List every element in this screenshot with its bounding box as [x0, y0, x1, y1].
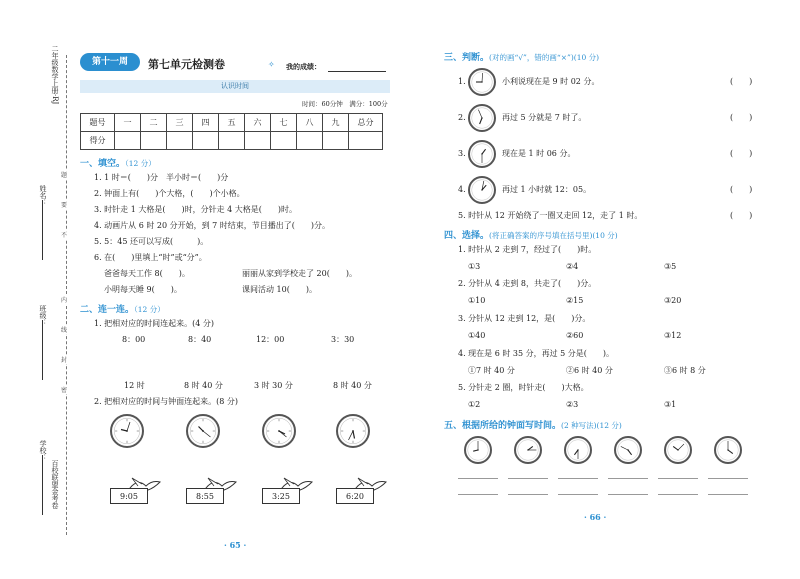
q1-6b: 丽丽从家到学校走了 20( )。 [242, 269, 357, 278]
school-line[interactable] [42, 455, 43, 515]
choice-option[interactable]: ③1 [664, 400, 677, 409]
table-cell: 二 [141, 114, 167, 132]
class-line[interactable] [42, 320, 43, 380]
table-cell: 八 [297, 114, 323, 132]
table-row [81, 132, 383, 150]
clock-icon [468, 104, 496, 132]
week-badge: 第十一周 [80, 53, 140, 71]
choice-question: 3. 分针从 12 走到 12，是( )分。 [458, 314, 591, 323]
time-info: 时间：60分钟 满分：100分 [302, 100, 388, 108]
star-icon: ✧ [268, 60, 275, 69]
clock-icon [468, 68, 496, 96]
table-cell: 七 [271, 114, 297, 132]
score-cell[interactable] [349, 132, 383, 150]
table-cell: 得分 [81, 132, 115, 150]
choice-option[interactable]: ①7 时 40 分 [468, 366, 515, 375]
choice-option[interactable]: ①10 [468, 296, 486, 305]
sidebar-top-text: 二年级数学上册·RJ [51, 45, 59, 105]
score-cell[interactable] [245, 132, 271, 150]
score-cell[interactable] [323, 132, 349, 150]
clock-icon [110, 414, 144, 448]
judge-text: 现在是 1 时 06 分。 [502, 149, 576, 158]
section-4-title: 四、选择。(将正确答案的序号填在括号里)(10 分) [444, 231, 618, 241]
table-row [81, 114, 383, 132]
clock-icon [714, 436, 742, 464]
time-top: 8：40 [188, 335, 212, 344]
envelope-card: 3:25 [262, 488, 300, 504]
choice-option[interactable]: ①40 [468, 331, 486, 340]
time-bottom: 8 时 40 分 [333, 381, 372, 390]
time-bottom: 8 时 40 分 [184, 381, 223, 390]
table-cell: 题号 [81, 114, 115, 132]
answer-line[interactable] [658, 478, 698, 479]
name-line[interactable] [42, 200, 43, 260]
binding-sidebar [28, 45, 78, 530]
time-bottom: 3 时 30 分 [254, 381, 293, 390]
cut-char: 不 [61, 232, 68, 239]
choice-question: 5. 分针走 2 圈，时针走( )大格。 [458, 383, 589, 392]
class-label: 班级： [39, 305, 47, 326]
q1-6c: 小明每天睡 9( )。 [104, 285, 182, 294]
time-top: 8：00 [122, 335, 146, 344]
clock-icon [262, 414, 296, 448]
table-cell: 总分 [349, 114, 383, 132]
section-1-title: 一、填空。（12 分） [80, 159, 156, 169]
clock-icon [468, 176, 496, 204]
school-label: 学校： [39, 440, 47, 461]
q1-6a: 爸爸每天工作 8( )。 [104, 269, 190, 278]
sidebar-bottom-text: 百校联盟金考卷 [51, 460, 59, 509]
table-cell: 一 [115, 114, 141, 132]
answer-line[interactable] [558, 494, 598, 495]
choice-option[interactable]: ③12 [664, 331, 682, 340]
score-table [80, 113, 383, 150]
judge-text: 再过 5 分就是 7 时了。 [502, 113, 587, 122]
clock-icon [464, 436, 492, 464]
cut-char: 内 [61, 297, 68, 304]
q1-3: 3. 时针走 1 大格是( )时，分针走 4 大格是( )时。 [94, 205, 298, 214]
answer-line[interactable] [558, 478, 598, 479]
table-cell: 三 [167, 114, 193, 132]
envelope-card: 9:05 [110, 488, 148, 504]
table-cell: 五 [219, 114, 245, 132]
table-cell: 九 [323, 114, 349, 132]
section-5-title: 五、根据所给的钟面写时间。(2 种写法)(12 分) [444, 421, 622, 431]
judge-paren[interactable]: ( ) [730, 211, 753, 220]
clock-icon [664, 436, 692, 464]
answer-line[interactable] [608, 494, 648, 495]
cut-char: 线 [61, 327, 68, 334]
time-top: 12：00 [256, 335, 285, 344]
score-line[interactable] [328, 71, 386, 72]
page-number-right: · 66 · [584, 512, 607, 522]
score-label: 我的成绩： [286, 62, 321, 71]
q1-2: 2. 钟面上有( )个大格，( )个小格。 [94, 189, 245, 198]
q1-4: 4. 动画片从 6 时 20 分开始，到 7 时结束，节目播出了( )分。 [94, 221, 331, 230]
score-cell[interactable] [271, 132, 297, 150]
judge-text: 小利说现在是 9 时 02 分。 [502, 77, 600, 86]
answer-line[interactable] [508, 478, 548, 479]
table-cell: 四 [193, 114, 219, 132]
score-cell[interactable] [167, 132, 193, 150]
score-cell[interactable] [115, 132, 141, 150]
envelope-card: 6:20 [336, 488, 374, 504]
choice-option[interactable]: ②60 [566, 331, 584, 340]
choice-question: 2. 分针从 4 走到 8，共走了( )分。 [458, 279, 597, 288]
score-cell[interactable] [219, 132, 245, 150]
judge-num: 1. [458, 77, 466, 86]
q1-6: 6. 在( )里填上“时”或“分”。 [94, 253, 207, 262]
clock-icon [468, 140, 496, 168]
table-cell: 六 [245, 114, 271, 132]
answer-line[interactable] [458, 478, 498, 479]
choice-option[interactable]: ②6 时 40 分 [566, 366, 613, 375]
choice-question: 4. 现在是 6 时 35 分，再过 5 分是( )。 [458, 349, 615, 358]
page-title: 第七单元检测卷 [148, 58, 225, 71]
judge-paren[interactable]: ( ) [730, 113, 753, 122]
q1-6d: 课间活动 10( )。 [242, 285, 317, 294]
answer-line[interactable] [608, 478, 648, 479]
cut-char: 题 [61, 172, 68, 179]
q2-1: 1. 把相对应的时间连起来。(4 分) [94, 319, 215, 328]
answer-line[interactable] [658, 494, 698, 495]
judge-num: 2. [458, 113, 466, 122]
judge-paren[interactable]: ( ) [730, 185, 753, 194]
cut-char: 要 [61, 202, 68, 209]
answer-line[interactable] [458, 494, 498, 495]
choice-option[interactable]: ③6 时 8 分 [664, 366, 706, 375]
score-cell[interactable] [297, 132, 323, 150]
score-cell[interactable] [141, 132, 167, 150]
answer-line[interactable] [508, 494, 548, 495]
cut-char: 封 [61, 357, 68, 364]
q1-1: 1. 1 时＝( )分 半小时＝( )分 [94, 173, 229, 182]
judge-text: 再过 1 小时就 12：05。 [502, 185, 592, 194]
choice-option[interactable]: ③20 [664, 296, 682, 305]
clock-icon [564, 436, 592, 464]
judge-q5: 5. 时针从 12 开始绕了一圈又走回 12，走了 1 时。 [458, 211, 643, 220]
subtitle-bar: 认识时间 [80, 80, 390, 93]
envelope-card: 8:55 [186, 488, 224, 504]
section-2-title: 二、连一连。（12 分） [80, 305, 165, 315]
clock-icon [614, 436, 642, 464]
q1-5: 5. 5：45 还可以写成( )。 [94, 237, 209, 246]
section-3-title: 三、判断。(对的画“√”，错的画“×”)(10 分) [444, 53, 600, 63]
choice-option[interactable]: ②4 [566, 262, 579, 271]
cut-char: 密 [61, 387, 68, 394]
answer-line[interactable] [708, 494, 748, 495]
clock-icon [336, 414, 370, 448]
clock-icon [514, 436, 542, 464]
judge-num: 3. [458, 149, 466, 158]
choice-option[interactable]: ①3 [468, 262, 481, 271]
answer-line[interactable] [708, 478, 748, 479]
score-cell[interactable] [193, 132, 219, 150]
choice-option[interactable]: ③5 [664, 262, 677, 271]
time-top: 3：30 [331, 335, 355, 344]
choice-question: 1. 时针从 2 走到 7，经过了( )时。 [458, 245, 597, 254]
choice-option[interactable]: ①2 [468, 400, 481, 409]
q2-2: 2. 把相对应的时间与钟面连起来。(8 分) [94, 397, 239, 406]
name-label: 姓名： [39, 185, 47, 206]
time-bottom: 12 时 [124, 381, 145, 390]
choice-option[interactable]: ②3 [566, 400, 579, 409]
page-number-left: · 65 · [224, 540, 247, 550]
judge-paren[interactable]: ( ) [730, 149, 753, 158]
judge-num: 4. [458, 185, 466, 194]
choice-option[interactable]: ②15 [566, 296, 584, 305]
judge-paren[interactable]: ( ) [730, 77, 753, 86]
clock-icon [186, 414, 220, 448]
